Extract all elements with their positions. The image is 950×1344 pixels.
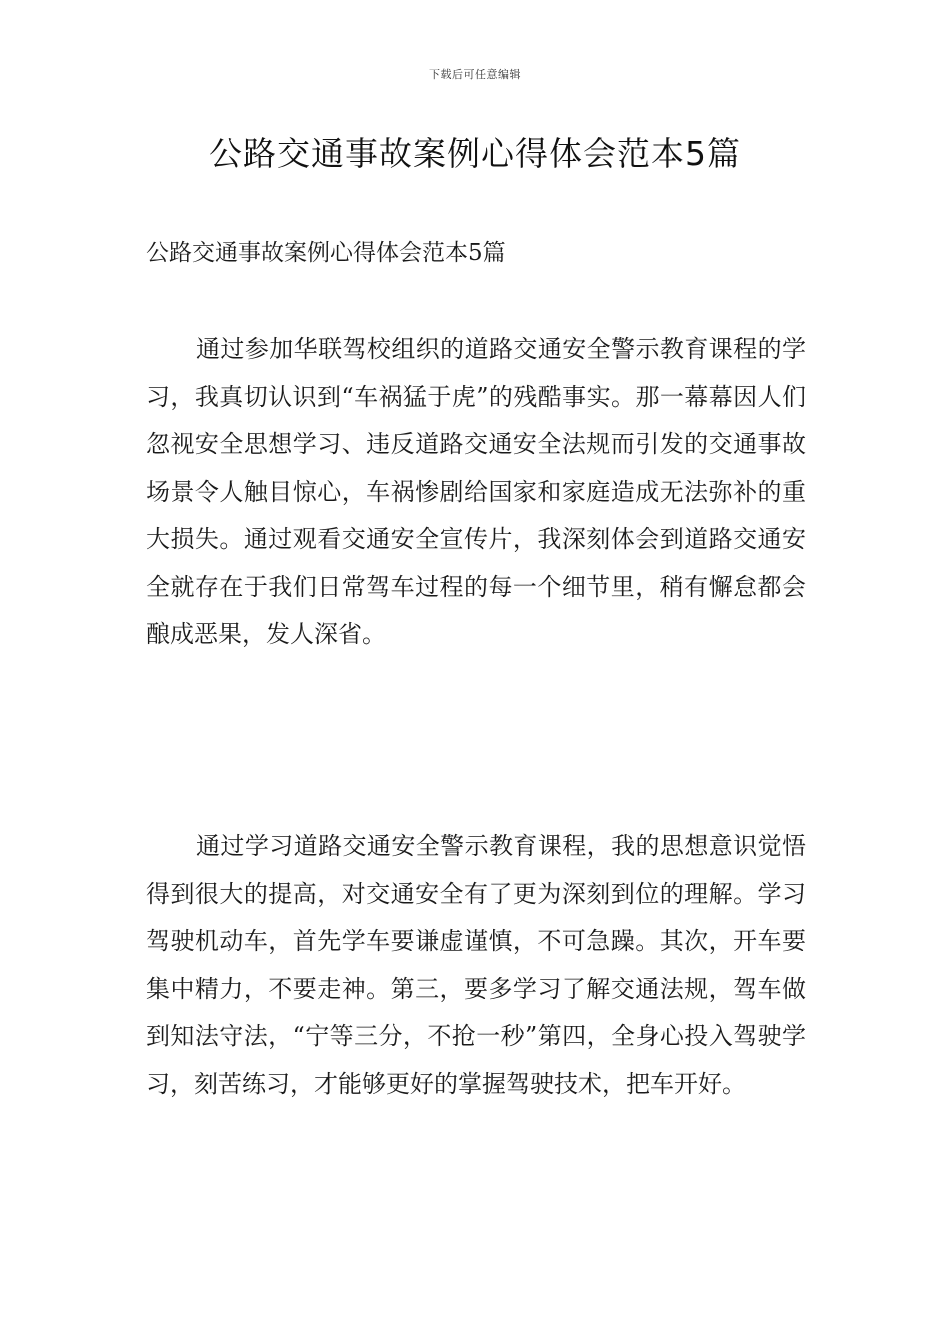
body-paragraph-2: 通过学习道路交通安全警示教育课程，我的思想意识觉悟得到很大的提高，对交通安全有了更为深刻到位的理解。学习驾驶机动车，首先学车要谦虚谨慎，不可急躁。其次，开车要集中精力，不要走神。第三，要多学习了解交通法规，驾车做到知法守法，“宁等三分，不抢一秒”第四，全身心投入驾驶学习，刻苦练习，才能够更好的掌握驾驶技术，把车开好。 [146,832,806,1098]
document-title: 公路交通事故案例心得体会范本5篇 [209,134,741,173]
document-subtitle: 公路交通事故案例心得体会范本5篇 [146,240,506,266]
body-paragraph-1: 通过参加华联驾校组织的道路交通安全警示教育课程的学习，我真切认识到“车祸猛于虎”的残酷事实。那一幕幕因人们忽视安全思想学习、违反道路交通安全法规而引发的交通事故场景令人触目惊心，车祸惨剧给国家和家庭造成无法弥补的重大损失。通过观看交通安全宣传片，我深刻体会到道路交通安全就存在于我们日常驾车过程的每一个细节里，稍有懈怠都会酿成恶果，发人深省。 [146,335,806,648]
header-note: 下载后可任意编辑 [429,68,521,81]
